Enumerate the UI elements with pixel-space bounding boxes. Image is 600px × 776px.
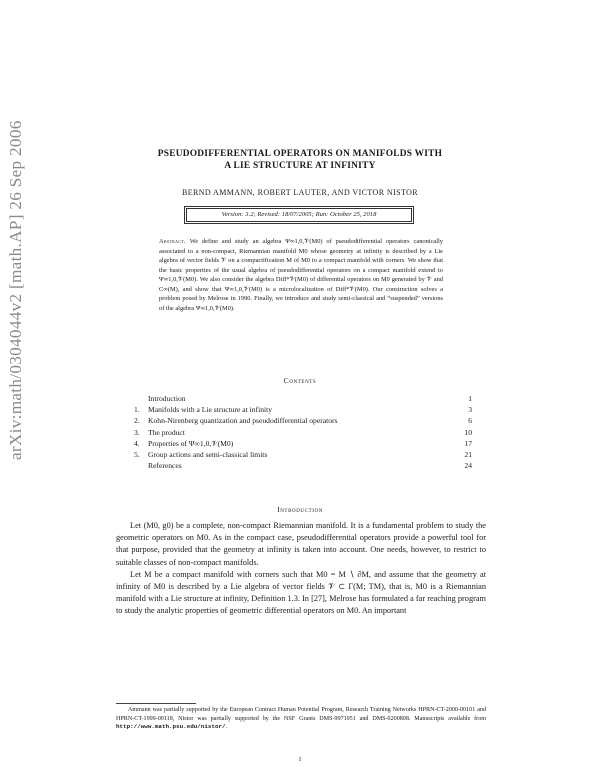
title-line-2: A LIE STRUCTURE AT INFINITY bbox=[224, 161, 376, 171]
toc-label: References bbox=[148, 461, 182, 471]
toc-page: 6 bbox=[468, 416, 472, 426]
footnote-text: Ammann was partially supported by the European Contract Human Potential Program, Research Training Networks HPRN-CT-2000-00101 and HPRN-CT-1999-00118, Nistor was partially supported by the NSF Grants DMS-9971951 and DMS-0200808. Manuscripts available from bbox=[116, 707, 486, 722]
toc-label: Introduction bbox=[148, 394, 186, 403]
toc-page: 21 bbox=[464, 449, 472, 459]
version-box bbox=[184, 206, 414, 224]
page-number: 1 bbox=[298, 756, 302, 763]
toc-label: Kohn-Nirenberg quantization and pseudodifferential operators bbox=[148, 416, 338, 426]
footnote-url[interactable]: http://www.math.psu.edu/nistor/ bbox=[116, 723, 226, 731]
toc-label: Group actions and semi-classical limits bbox=[148, 449, 268, 459]
toc-entry[interactable] bbox=[134, 460, 472, 471]
toc-label: Properties of Ψ∞1,0,𝒱(M0) bbox=[148, 438, 234, 448]
introduction-body bbox=[116, 520, 486, 618]
introduction-heading: Introduction bbox=[277, 505, 323, 514]
authors: BERND AMMANN, ROBERT LAUTER, AND VICTOR NISTOR bbox=[181, 188, 419, 197]
paragraph: Let M be a compact manifold with corners such that M0 = M ∖ ∂M, and assume that the geometry at infinity of M0 is described by a Lie algebra of vector fields 𝒱 ⊂ Γ(M; TM), that is, M0 is a Riemannian manifold with a Lie structure at infinity, Definition 1.3. In [27], Melrose has formulated a far reaching program to study the analytic properties of geometric differential operators on M0. An important bbox=[116, 569, 486, 616]
title-line-1: PSEUDODIFFERENTIAL OPERATORS ON MANIFOLDS WITH bbox=[157, 149, 443, 159]
toc-entry[interactable]: 4. Properties of Ψ∞1,0,𝒱(M0) 17 bbox=[134, 438, 472, 448]
table-of-contents bbox=[134, 393, 472, 471]
abstract-label: Abstract. bbox=[159, 238, 186, 245]
toc-page: 10 bbox=[464, 427, 472, 437]
toc-page: 3 bbox=[468, 405, 472, 415]
toc-entry[interactable]: 1. Manifolds with a Lie structure at infinity 3 bbox=[134, 405, 472, 415]
toc-entry[interactable]: 5. Group actions and semi-classical limits 21 bbox=[134, 449, 472, 459]
paper-title bbox=[100, 148, 500, 172]
toc-entry[interactable]: 3. The product 10 bbox=[134, 427, 472, 437]
toc-page: 24 bbox=[464, 461, 472, 471]
footnote-rule bbox=[116, 703, 196, 704]
version-text: Version: 3.2; Revised: 18/07/2005; Run: October 25, 2018 bbox=[186, 208, 412, 222]
contents-heading: Contents bbox=[283, 376, 317, 385]
abstract-text: We define and study an algebra Ψ∞1,0,𝒱(M0) of pseudodifferential operators canonically associated to a non-compact, Riemannian manifold M0 whose geometry at infinity is described by a Lie algebra of vector fields 𝒱 on a compactification M of M0 to a compact manifold with corners. We show that the basic properties of the usual algebra of pseudodifferential operators on a compact manifold extend to Ψ∞1,0,𝒱(M0). We also consider the algebra Diff*𝒱(M0) of differential operators on M0 generated by 𝒱 and C∞(M), and show that Ψ∞1,0,𝒱(M0) is a microlocalization of Diff*𝒱(M0). Our construction solves a problem posed by Melrose in 1990. Finally, we introduce and study semi-classical and “suspended” versions of the algebra Ψ∞1,0,𝒱(M0). bbox=[159, 238, 443, 312]
toc-page: 1 bbox=[468, 394, 472, 403]
footnote: Ammann was partially supported by the European Contract Human Potential Program, Research Training Networks HPRN-CT-2000-00101 and HPRN-CT-1999-00118, Nistor was partially supported by the NSF Grants DMS-9971951 and DMS-0200808. Manuscripts available from http://www.math.psu.edu/nistor/. bbox=[116, 707, 486, 731]
toc-label: Manifolds with a Lie structure at infinity bbox=[148, 405, 273, 415]
abstract bbox=[159, 237, 443, 313]
toc-label: The product bbox=[148, 427, 185, 437]
toc-entry[interactable]: 2. Kohn-Nirenberg quantization and pseudodifferential operators 6 bbox=[134, 416, 472, 426]
toc-entry[interactable] bbox=[134, 393, 472, 404]
paragraph: Let (M0, g0) be a complete, non-compact Riemannian manifold. It is a fundamental problem to study the geometric operators on M0. As in the compact case, pseudodifferential operators provide a powerful tool for that purpose, provided that the geometry at infinity is taken into account. One needs, however, to restrict to suitable classes of non-compact manifolds. bbox=[116, 521, 486, 567]
toc-page: 17 bbox=[464, 438, 472, 448]
arxiv-identifier: arXiv:math/0304044v2 [math.AP] 26 Sep 2006 bbox=[6, 120, 25, 460]
